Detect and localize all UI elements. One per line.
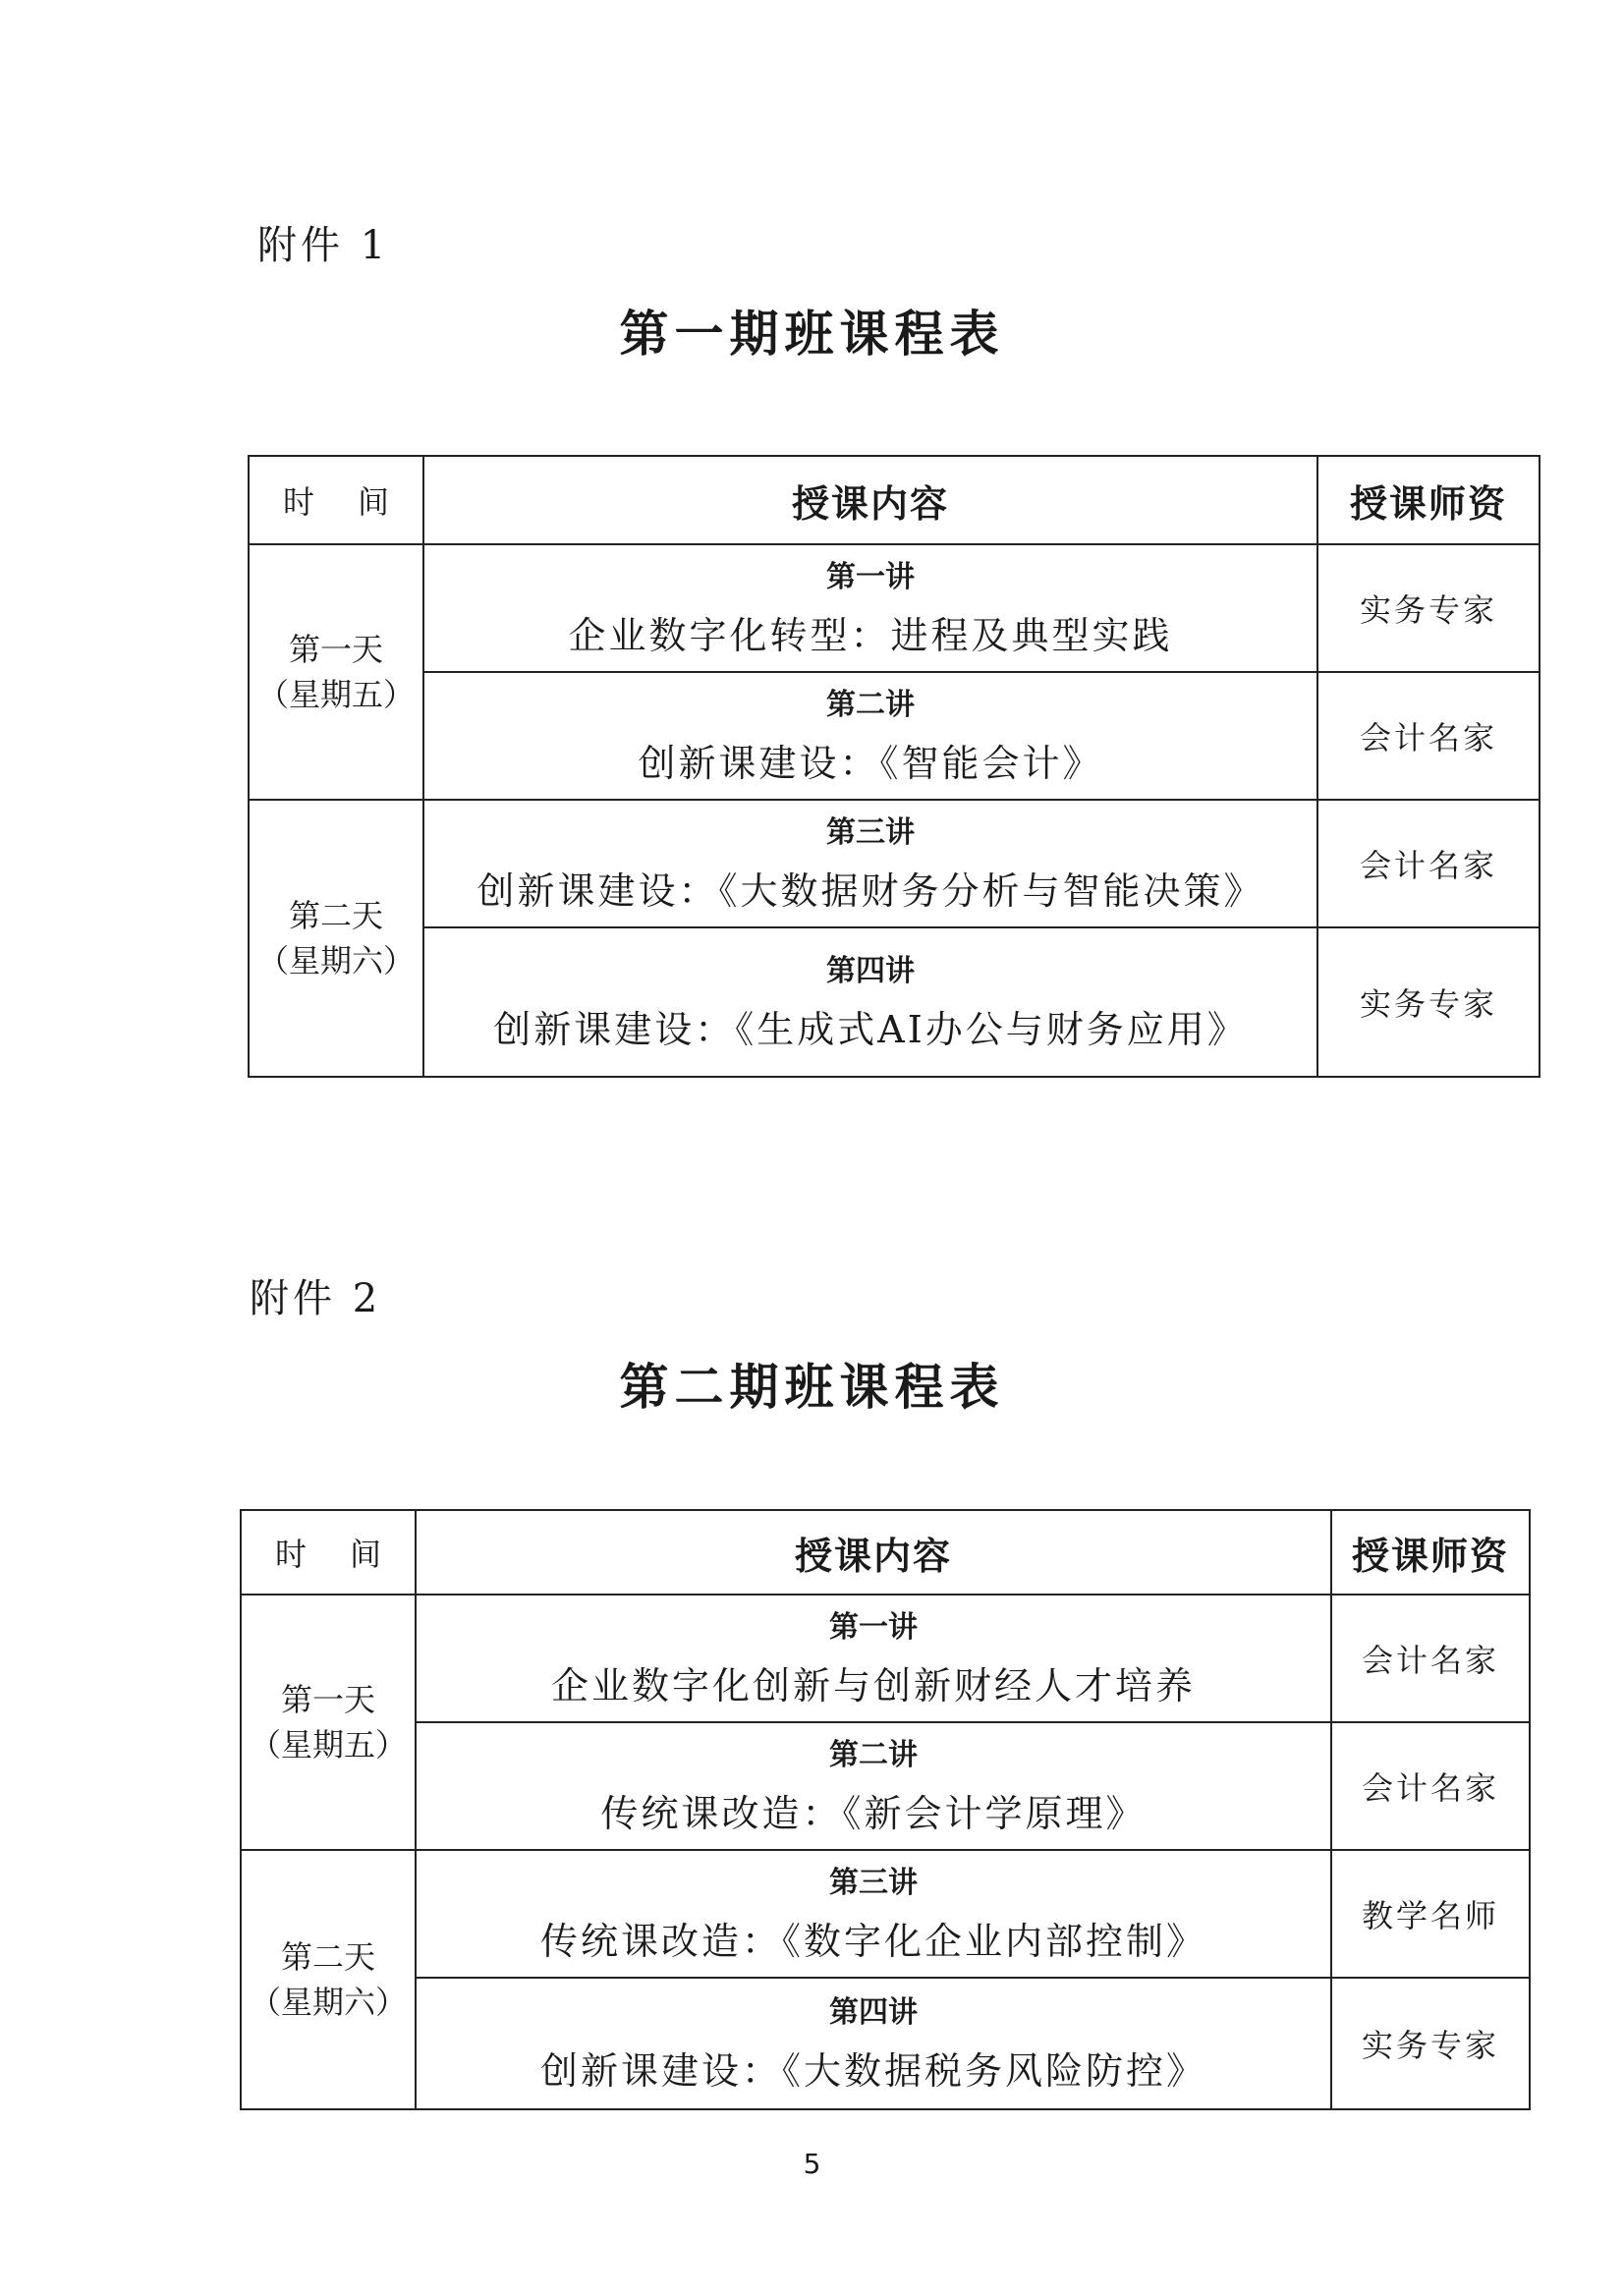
day-label: 第二天 [280, 1938, 375, 1976]
table-header-row [249, 456, 1540, 544]
table-row [249, 672, 1540, 800]
lecture-number: 第四讲 [826, 954, 915, 988]
lecture-cell [416, 1978, 1331, 2109]
content-column-header: 授课内容 [423, 456, 1317, 544]
teacher-cell: 实务专家 [1317, 544, 1540, 672]
lecture-cell [423, 927, 1317, 1077]
day-label: 第二天 [288, 897, 383, 934]
teacher-cell: 实务专家 [1331, 1978, 1530, 2109]
lecture-cell [423, 544, 1317, 672]
lecture-title: 企业数字化转型：进程及典型实践 [568, 614, 1173, 657]
lecture-title: 创新课建设：《大数据财务分析与智能决策》 [476, 869, 1264, 913]
lecture-title: 创新课建设：《大数据税务风险防控》 [539, 2049, 1206, 2093]
lecture-cell [423, 800, 1317, 927]
teacher-cell: 会计名家 [1317, 672, 1540, 800]
schedule-table-2 [240, 1509, 1531, 2110]
page-number: 5 [803, 2148, 821, 2180]
table-row [241, 1978, 1530, 2109]
day-cell [249, 800, 423, 1077]
lecture-number: 第三讲 [829, 1866, 918, 1900]
teacher-column-header: 授课师资 [1317, 456, 1540, 544]
table-row [249, 544, 1540, 672]
teacher-cell: 会计名家 [1331, 1722, 1530, 1850]
teacher-column-header: 授课师资 [1331, 1510, 1530, 1595]
lecture-cell [416, 1595, 1331, 1722]
attachment-label-1: 附件 1 [257, 223, 390, 268]
lecture-number: 第一讲 [829, 1610, 918, 1645]
lecture-cell [416, 1722, 1331, 1850]
table-row [249, 800, 1540, 927]
table-row [241, 1595, 1530, 1722]
table-header-row [241, 1510, 1530, 1595]
lecture-title: 创新课建设：《智能会计》 [638, 742, 1103, 785]
day-label: 第一天 [288, 631, 383, 668]
lecture-title: 企业数字化创新与创新财经人才培养 [550, 1664, 1196, 1707]
day-cell [241, 1595, 416, 1850]
lecture-number: 第二讲 [826, 688, 915, 722]
lecture-cell [423, 672, 1317, 800]
lecture-number: 第二讲 [829, 1738, 918, 1772]
teacher-cell: 教学名师 [1331, 1850, 1530, 1978]
day-cell [249, 544, 423, 800]
weekday-label: （星期五） [249, 1726, 407, 1763]
table-row [241, 1722, 1530, 1850]
weekday-label: （星期六） [256, 942, 415, 980]
weekday-label: （星期五） [256, 676, 415, 713]
day-cell [241, 1850, 416, 2109]
content-column-header: 授课内容 [416, 1510, 1331, 1595]
lecture-title: 传统课改造：《数字化企业内部控制》 [539, 1920, 1206, 1963]
lecture-title: 创新课建设：《生成式AI办公与财务应用》 [493, 1008, 1248, 1051]
lecture-number: 第三讲 [826, 815, 915, 850]
lecture-number: 第一讲 [826, 560, 915, 594]
table-row [249, 927, 1540, 1077]
lecture-title: 传统课改造：《新会计学原理》 [600, 1792, 1147, 1835]
lecture-cell [416, 1850, 1331, 1978]
schedule-title-1: 第一期班课程表 [619, 305, 1005, 363]
teacher-cell: 实务专家 [1317, 927, 1540, 1077]
attachment-label-2: 附件 2 [250, 1276, 382, 1321]
lecture-number: 第四讲 [829, 1995, 918, 2030]
day-label: 第一天 [280, 1681, 375, 1718]
time-column-header: 时 间 [241, 1510, 416, 1595]
time-column-header: 时 间 [249, 456, 423, 544]
schedule-title-2: 第二期班课程表 [619, 1358, 1005, 1416]
teacher-cell: 会计名家 [1317, 800, 1540, 927]
table-row [241, 1850, 1530, 1978]
weekday-label: （星期六） [249, 1984, 407, 2021]
teacher-cell: 会计名家 [1331, 1595, 1530, 1722]
schedule-table-1 [248, 455, 1540, 1078]
